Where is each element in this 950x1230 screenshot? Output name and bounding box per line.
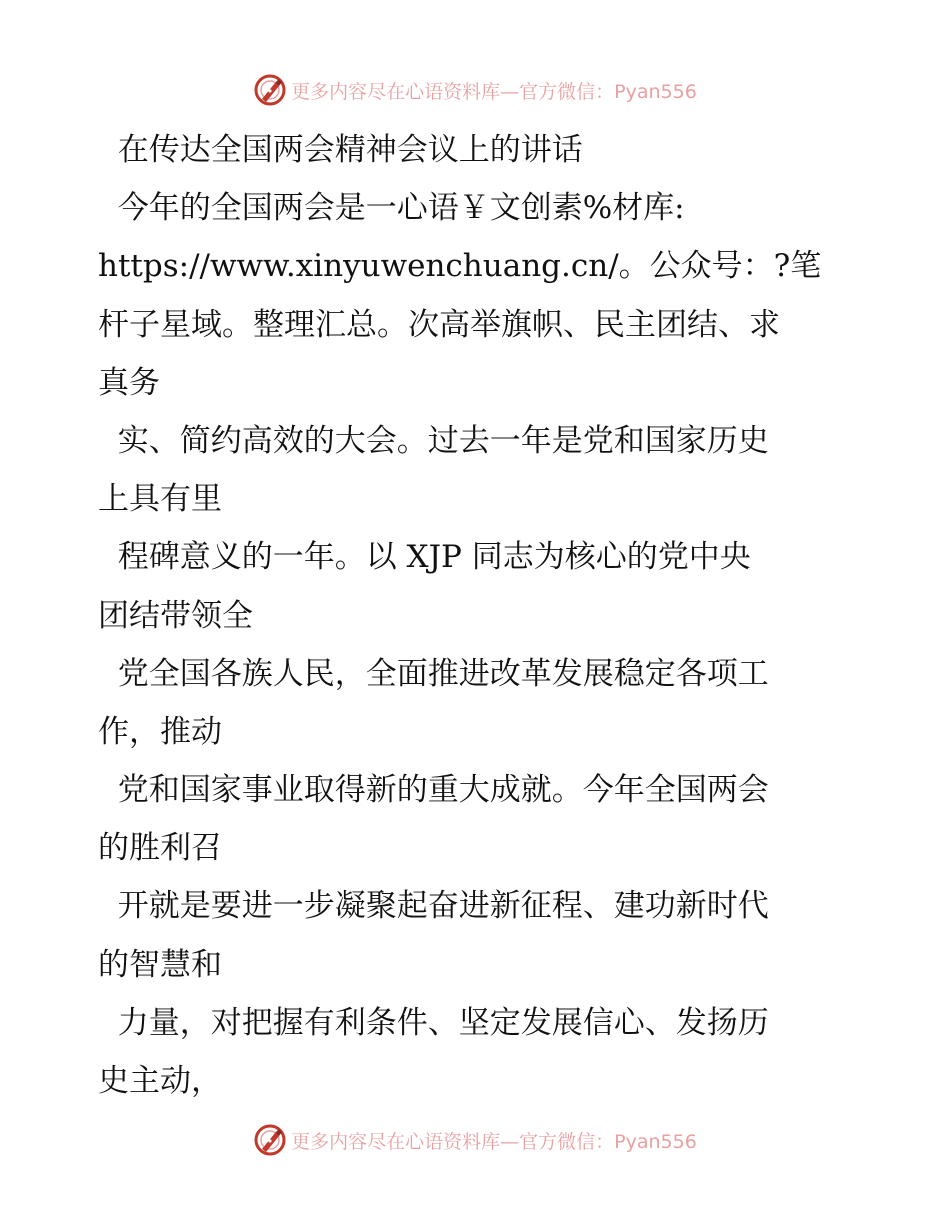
body-line: 的智慧和	[98, 946, 222, 983]
header-banner	[0, 70, 950, 110]
body-line: 实、简约高效的大会。过去一年是党和国家历史	[98, 422, 769, 459]
pen-nib-logo-icon	[253, 73, 287, 107]
body-line: 作，推动	[98, 713, 222, 750]
body-line: 力量，对把握有利条件、坚定发展信心、发扬历	[98, 1004, 769, 1041]
body-line: 党全国各族人民，全面推进改革发展稳定各项工	[98, 655, 769, 692]
body-line: 真务	[98, 364, 160, 401]
footer-banner-text	[291, 1127, 697, 1154]
body-line: 杆子星域。整理汇总。次高举旗帜、民主团结、求	[98, 306, 780, 343]
footer-wechat-id: Pyan556	[614, 1130, 697, 1153]
body-line: 团结带领全	[98, 597, 253, 634]
footer-banner	[0, 1120, 950, 1160]
body-line: 史主动，	[98, 1063, 222, 1099]
body-line: 党和国家事业取得新的重大成就。今年全国两会	[98, 772, 769, 809]
body-line: 今年的全国两会是一心语￥文创素%材库:	[98, 190, 685, 227]
pen-nib-logo-icon	[253, 1123, 287, 1157]
body-line: 开就是要进一步凝聚起奋进新征程、建功新时代	[98, 888, 769, 925]
body-line: 程碑意义的一年。以 XJP 同志为核心的党中央	[98, 539, 751, 576]
article-body	[98, 121, 858, 1110]
footer-banner-label: 更多内容尽在心语资料库—官方微信：	[291, 1130, 615, 1153]
header-banner-label: 更多内容尽在心语资料库—官方微信：	[291, 80, 615, 103]
body-line: 的胜利召	[98, 830, 222, 867]
article-title-line: 在传达全国两会精神会议上的讲话	[98, 132, 583, 168]
body-line: https://www.xinyuwenchuang.cn/。公众号：?笔	[98, 248, 822, 285]
header-banner-text	[291, 77, 697, 104]
header-wechat-id: Pyan556	[614, 80, 697, 103]
body-line: 上具有里	[98, 481, 222, 518]
